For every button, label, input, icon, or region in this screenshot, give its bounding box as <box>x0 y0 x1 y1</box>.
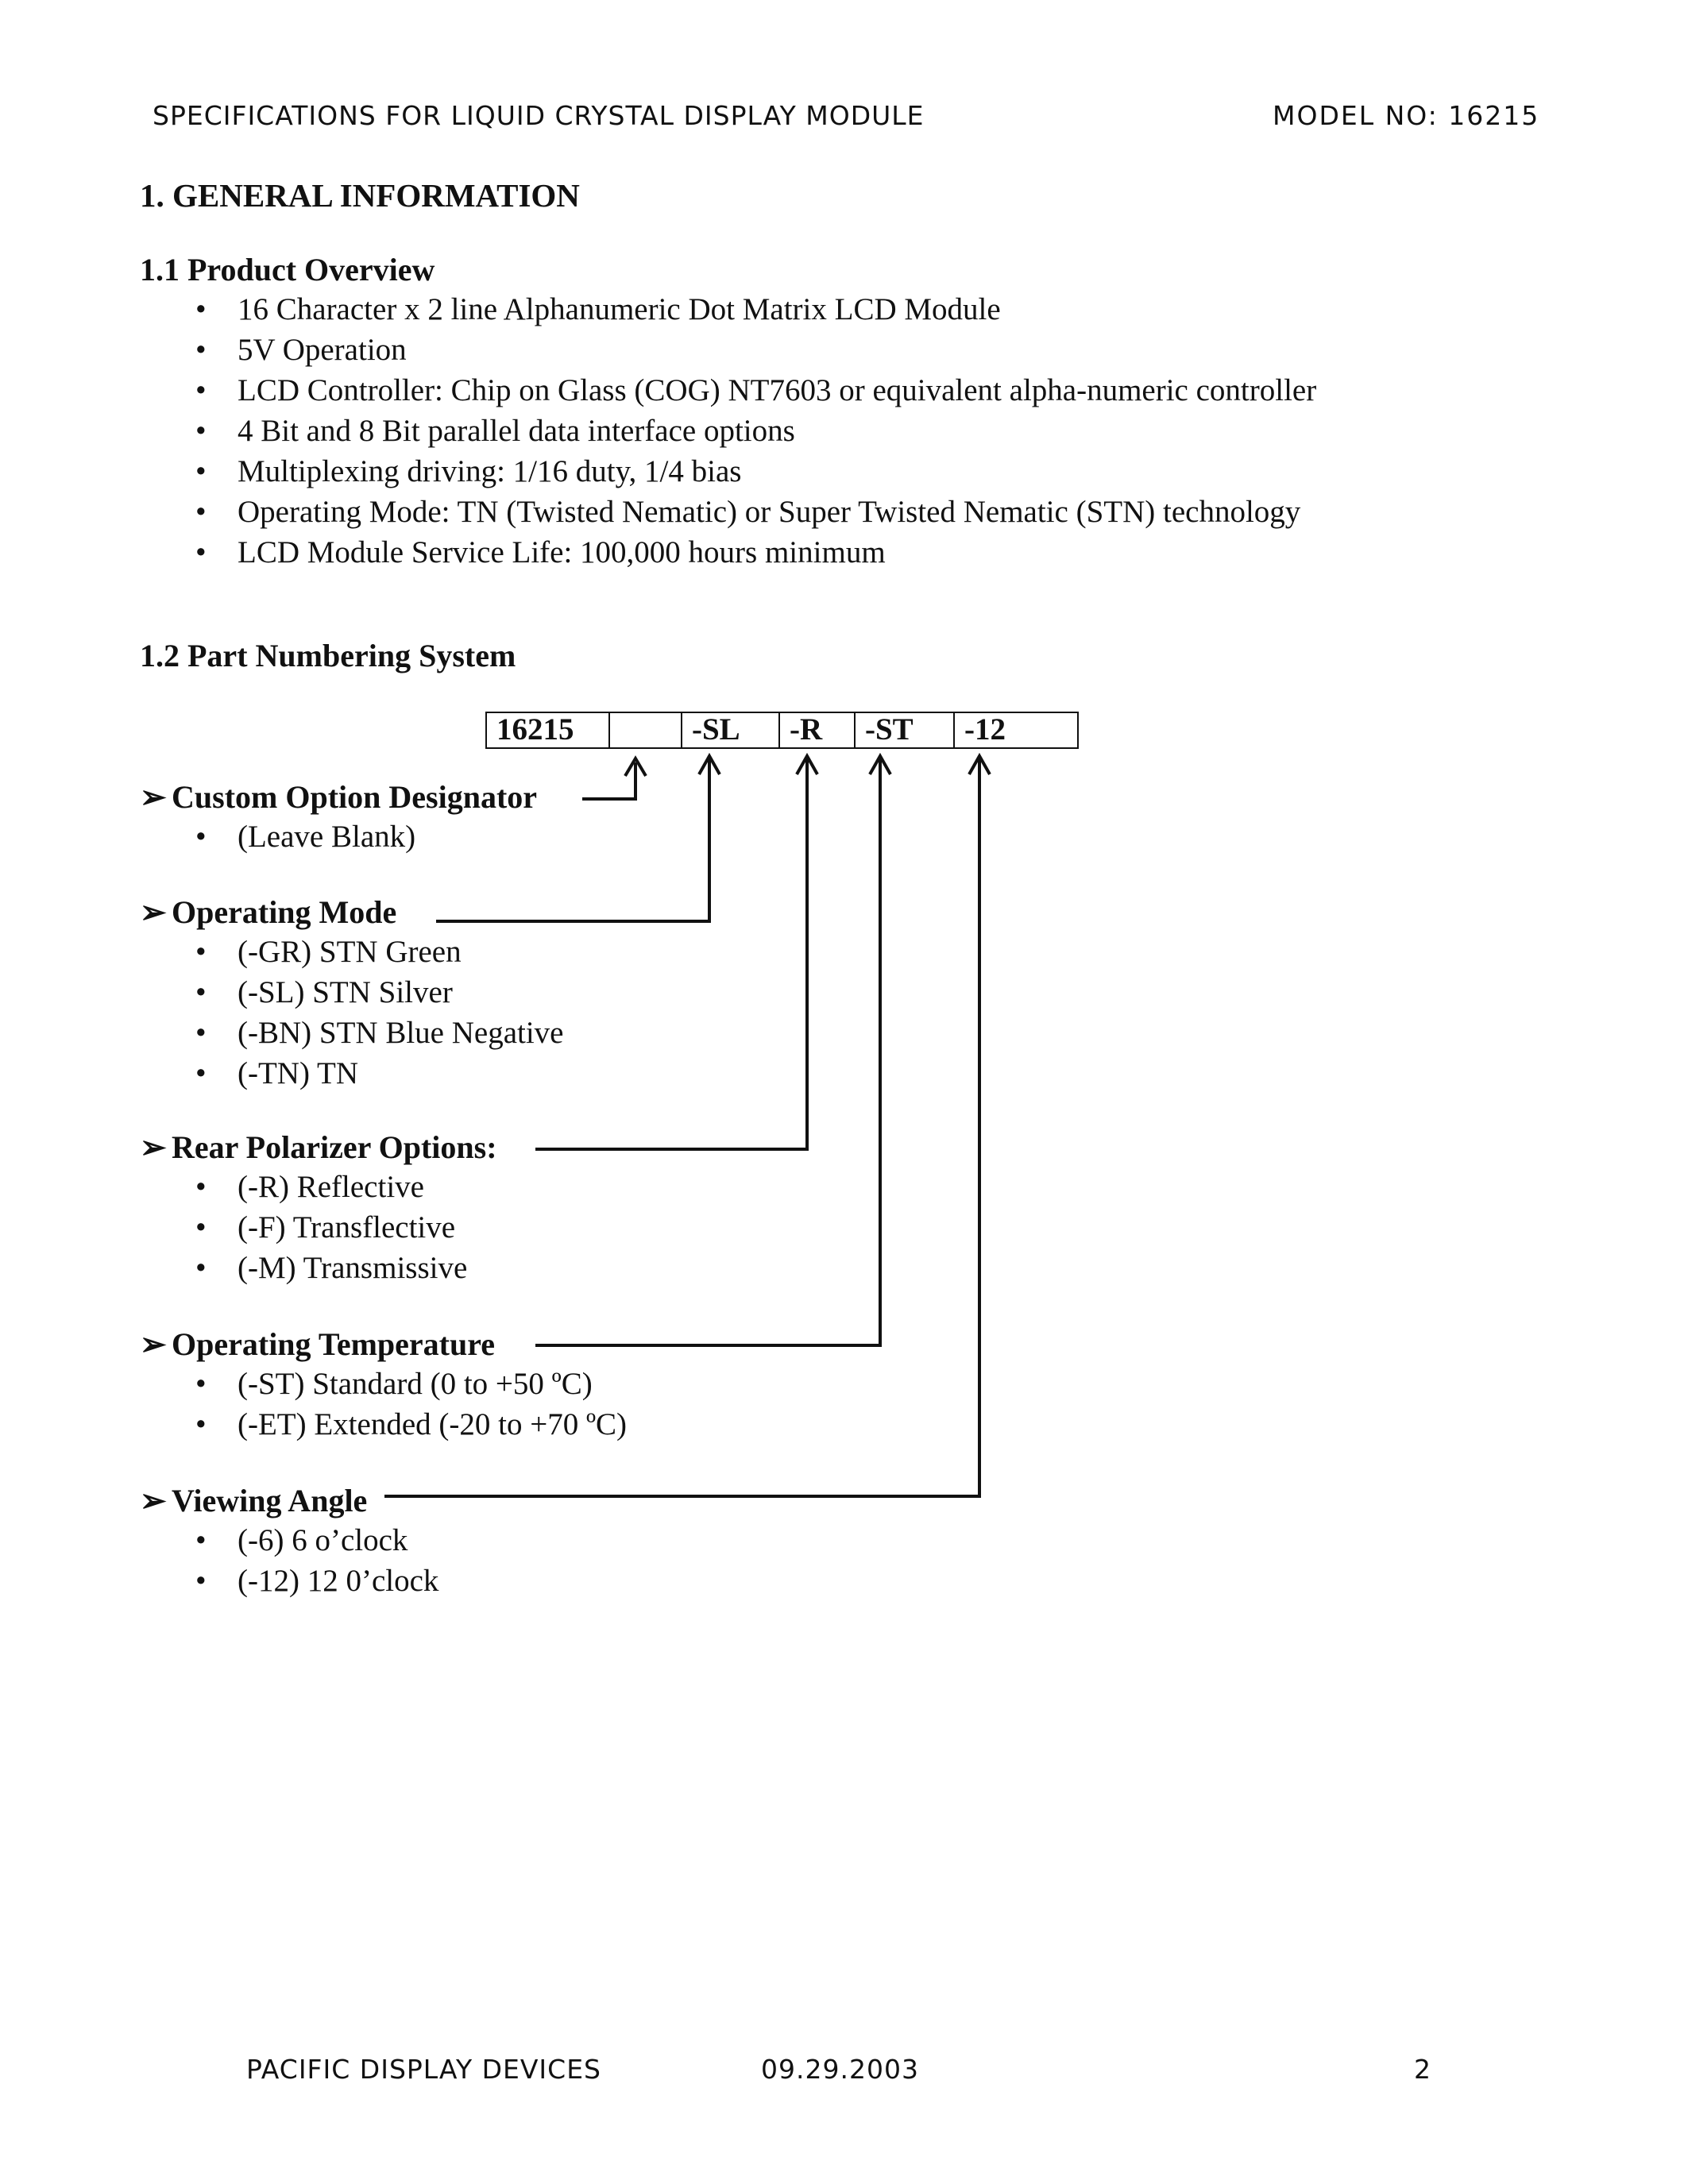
arrow-bullet-icon: ➢ <box>140 779 167 815</box>
option-heading-operating-temperature: ➢ Operating Temperature <box>140 1326 496 1362</box>
part-number-box-temperature: -ST <box>854 712 955 749</box>
option-heading-operating-mode: ➢ Operating Mode <box>140 894 397 930</box>
footer-page-number: 2 <box>1414 2054 1431 2085</box>
part-number-box-viewing-angle: -12 <box>953 712 1079 749</box>
part-number-box-mode: -SL <box>681 712 780 749</box>
arrowhead-rear-polarizer <box>797 756 817 774</box>
subsection-heading-part-numbering: 1.2 Part Numbering System <box>140 638 516 673</box>
arrowhead-operating-mode <box>699 756 720 774</box>
footer-company: PACIFIC DISPLAY DEVICES <box>246 2054 602 2085</box>
arrow-bullet-icon: ➢ <box>140 1483 167 1518</box>
connector-operating-temperature <box>535 756 880 1345</box>
arrow-bullet-icon: ➢ <box>140 1129 167 1165</box>
arrowhead-operating-temperature <box>870 756 890 774</box>
connector-rear-polarizer <box>535 756 807 1149</box>
option-heading-rear-polarizer: ➢ Rear Polarizer Options: <box>140 1129 497 1165</box>
arrowhead-viewing-angle <box>969 756 990 774</box>
connector-custom-option <box>582 762 635 799</box>
option-heading-viewing-angle: ➢ Viewing Angle <box>140 1483 368 1518</box>
arrow-bullet-icon: ➢ <box>140 894 167 930</box>
arrow-bullet-icon: ➢ <box>140 1326 167 1362</box>
footer-date: 09.29.2003 <box>761 2054 919 2085</box>
subsection-heading-product-overview: 1.1 Product Overview <box>140 252 435 287</box>
section-heading-general-information: 1. GENERAL INFORMATION <box>140 177 580 214</box>
part-number-box-polarizer: -R <box>778 712 856 749</box>
header-title: SPECIFICATIONS FOR LIQUID CRYSTAL DISPLAY MODULE <box>153 100 925 131</box>
part-number-box-custom <box>608 712 682 749</box>
part-number-box-base: 16215 <box>485 712 610 749</box>
header-model-number: MODEL NO: 16215 <box>1273 100 1540 131</box>
option-heading-custom-option: ➢ Custom Option Designator <box>140 779 538 815</box>
arrowhead-custom-option <box>625 758 646 776</box>
